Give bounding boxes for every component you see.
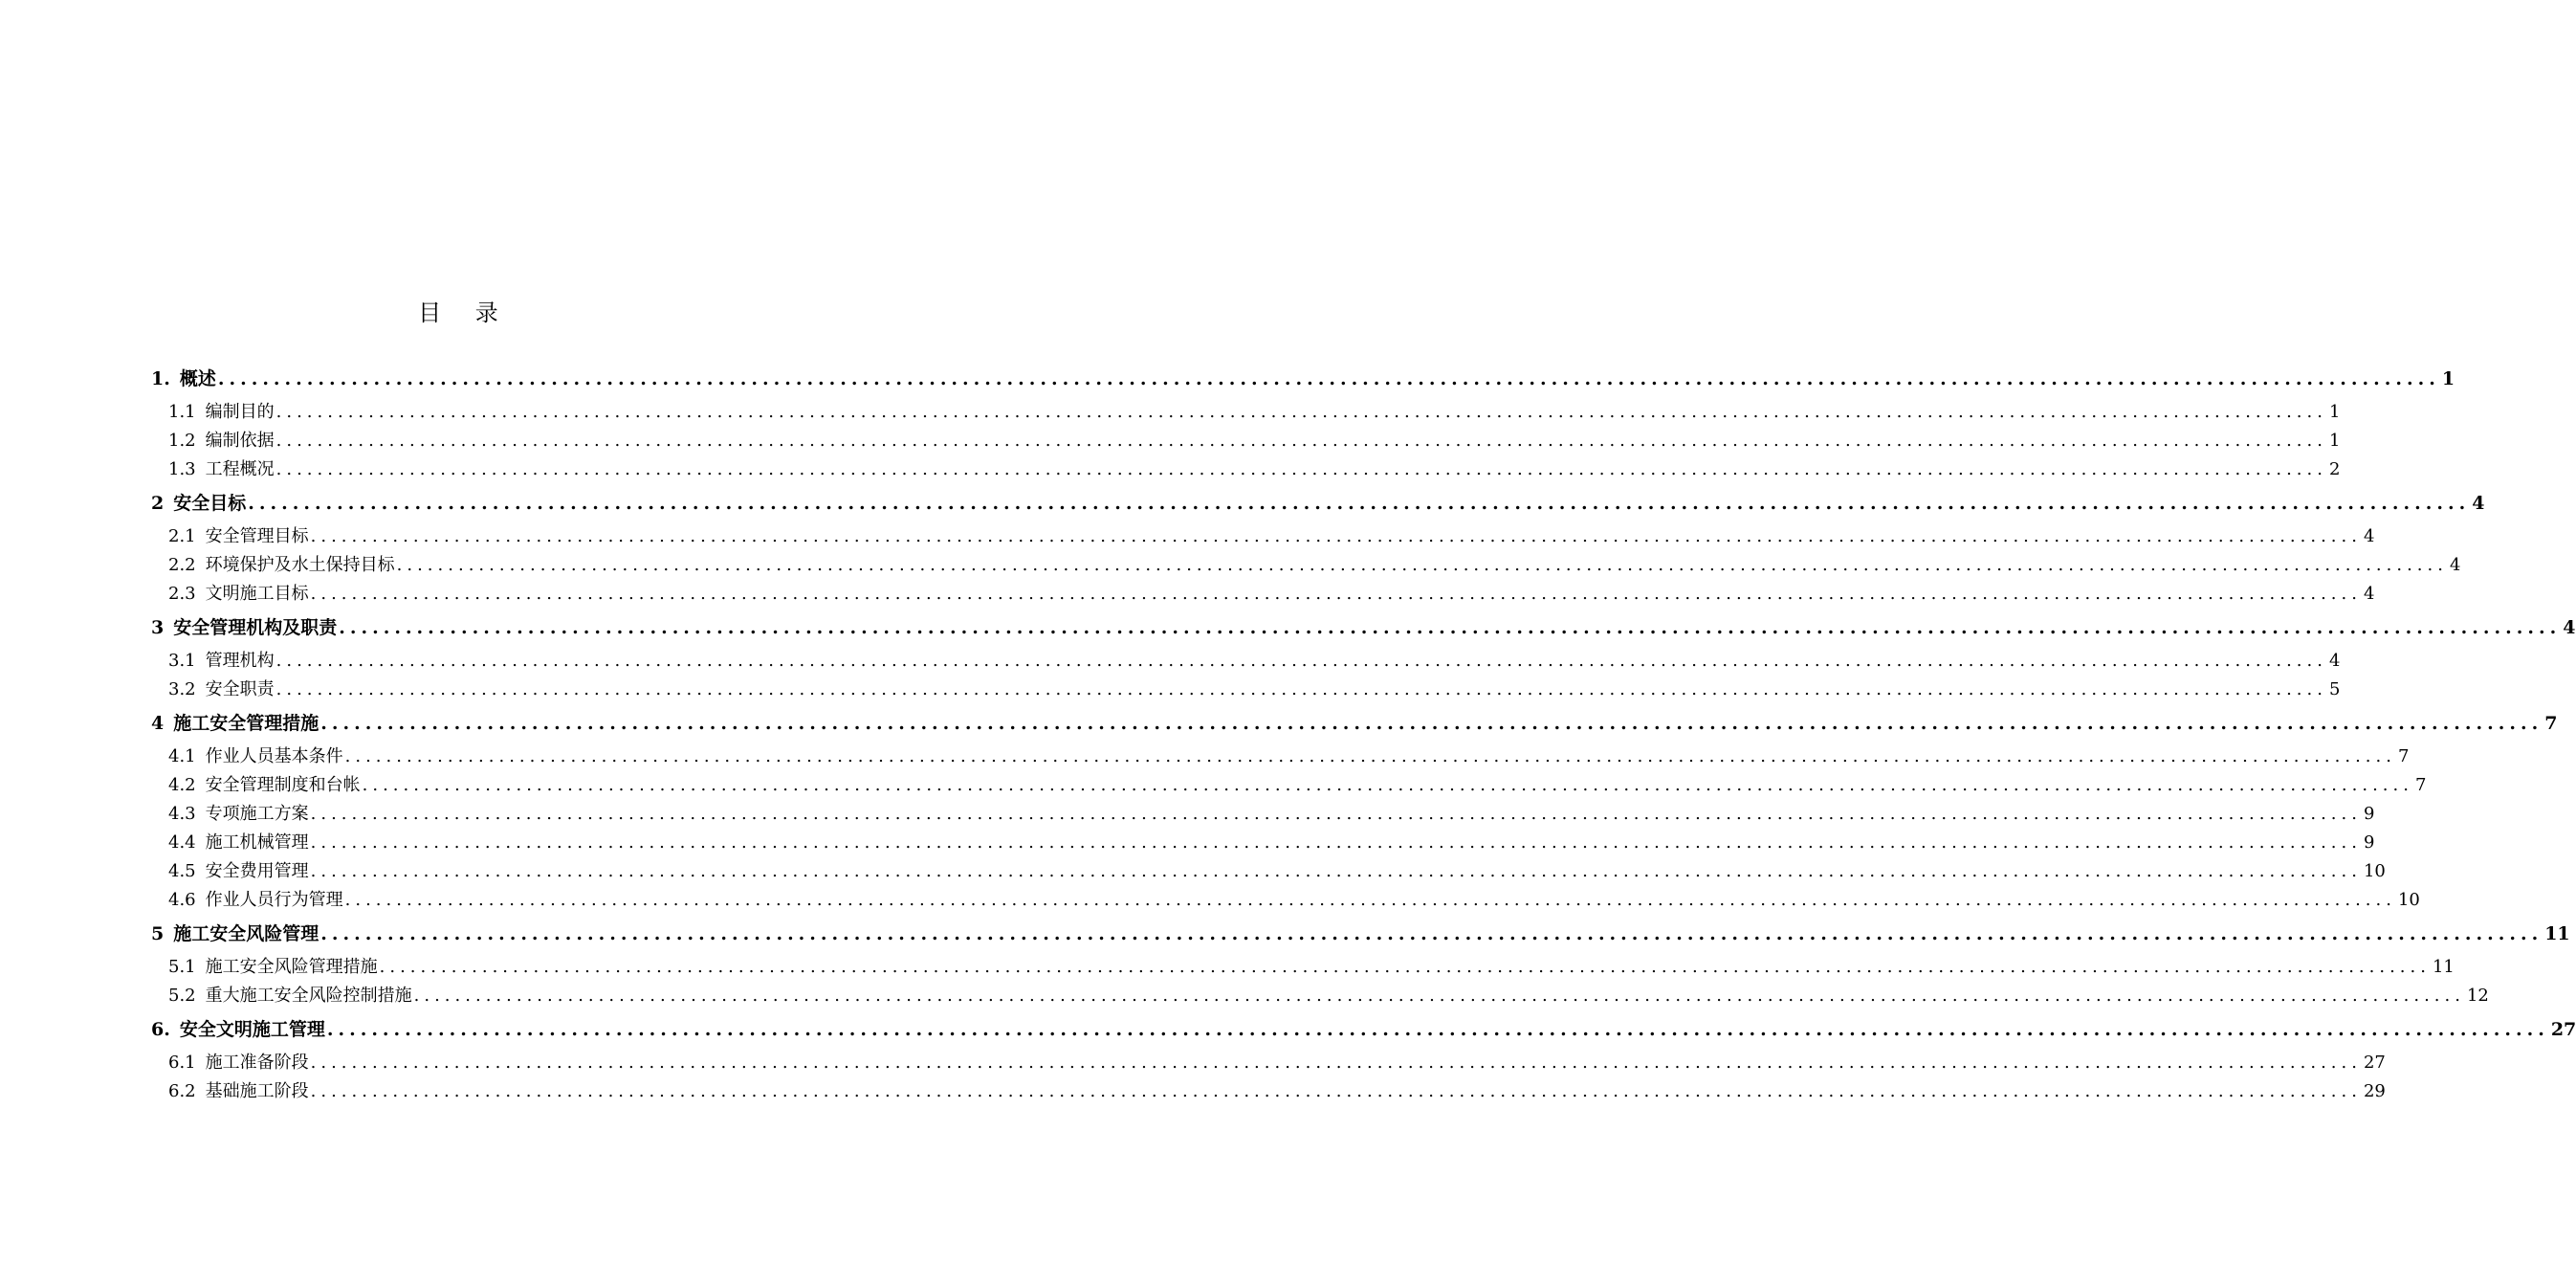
toc-page-number: 7 (2414, 775, 2427, 795)
toc-page-number: 11 (2544, 923, 2570, 944)
toc-entry-number: 4.3 (168, 804, 196, 824)
toc-entry-number: 2.2 (168, 555, 196, 575)
toc-entry-text: 工程概况 (205, 459, 275, 479)
toc-subsection-entry[interactable] (151, 455, 2341, 484)
toc-leader-dots: ........................................................................................................................................................................................................ (310, 861, 2362, 881)
toc-entry-text: 施工安全管理措施 (173, 713, 319, 734)
toc-page-number: 27 (2363, 1053, 2386, 1073)
toc-entry-text: 安全费用管理 (205, 861, 309, 881)
toc-entry-number: 4.1 (168, 746, 196, 766)
toc-page-number: 9 (2363, 804, 2375, 824)
toc-entry-label (168, 953, 378, 982)
toc-entry-number: 4.4 (168, 832, 196, 853)
toc-page-number: 9 (2363, 832, 2375, 853)
toc-entry-text: 施工机械管理 (205, 832, 309, 853)
toc-page-number: 2 (2328, 459, 2341, 479)
toc-page-number: 12 (2466, 986, 2489, 1006)
toc-subsection-entry[interactable] (151, 886, 2420, 915)
toc-subsection-entry[interactable] (151, 551, 2461, 580)
toc-entry-number: 1.3 (168, 459, 196, 479)
toc-leader-dots: ........................................................................................................................................................................................................ (320, 923, 2543, 944)
toc-entry-text: 编制目的 (205, 402, 275, 422)
toc-entry-text: 安全职责 (205, 679, 275, 699)
toc-entry-text: 作业人员行为管理 (205, 890, 343, 910)
toc-entry-label (168, 647, 275, 676)
toc-section-entry[interactable] (151, 360, 2455, 398)
toc-entry-number: 2.1 (168, 526, 196, 546)
toc-entry-text: 概述 (179, 368, 216, 389)
toc-page-number: 7 (2544, 713, 2558, 734)
toc-entry-text: 基础施工阶段 (205, 1081, 309, 1101)
toc-leader-dots: ........................................................................................................................................................................................................ (344, 890, 2396, 910)
toc-page-number: 10 (2397, 890, 2420, 910)
toc-entry-number: 6. (151, 1019, 170, 1040)
toc-entry-text: 重大施工安全风险控制措施 (205, 986, 412, 1006)
toc-subsection-entry[interactable] (151, 953, 2455, 982)
toc-leader-dots: ........................................................................................................................................................................................................ (339, 617, 2562, 638)
toc-page-number: 4 (2472, 493, 2485, 514)
toc-entry-number: 4.5 (168, 861, 196, 881)
toc-section-entry[interactable] (151, 704, 2558, 743)
toc-entry-text: 安全管理目标 (205, 526, 309, 546)
toc-entry-label (168, 427, 275, 455)
toc-subsection-entry[interactable] (151, 829, 2375, 857)
toc-subsection-entry[interactable] (151, 398, 2341, 427)
toc-leader-dots: ........................................................................................................................................................................................................ (413, 986, 2465, 1006)
toc-subsection-entry[interactable] (151, 1049, 2386, 1077)
toc-entry-label (151, 704, 319, 743)
toc-entry-label (168, 580, 309, 609)
toc-entry-number: 3 (151, 617, 165, 638)
toc-subsection-entry[interactable] (151, 743, 2410, 771)
toc-page-number: 27 (2550, 1019, 2576, 1040)
toc-entry-text: 环境保护及水土保持目标 (205, 555, 395, 575)
toc-leader-dots: ........................................................................................................................................................................................................ (396, 555, 2448, 575)
toc-page-number: 10 (2363, 861, 2386, 881)
toc-section-entry[interactable] (151, 484, 2485, 522)
toc-page-number: 29 (2363, 1081, 2386, 1101)
toc-subsection-entry[interactable] (151, 771, 2427, 800)
toc-entry-number: 4.2 (168, 775, 196, 795)
toc-leader-dots: ........................................................................................................................................................................................................ (275, 651, 2327, 671)
toc-subsection-entry[interactable] (151, 676, 2341, 704)
toc-entry-label (168, 771, 361, 800)
toc-entry-number: 5.1 (168, 957, 196, 977)
toc-entry-text: 安全目标 (173, 493, 247, 514)
toc-page-number: 5 (2328, 679, 2341, 699)
toc-entry-label (168, 455, 275, 484)
toc-entry-text: 施工安全风险管理 (173, 923, 319, 944)
toc-subsection-entry[interactable] (151, 800, 2375, 829)
toc-page-number: 7 (2397, 746, 2410, 766)
toc-entry-label (151, 1010, 325, 1049)
toc-entry-label (168, 676, 275, 704)
toc-leader-dots: ........................................................................................................................................................................................................ (379, 957, 2431, 977)
toc-entry-label (151, 360, 216, 398)
toc-leader-dots: ........................................................................................................................................................................................................ (275, 679, 2327, 699)
toc-entry-number: 1.2 (168, 431, 196, 451)
toc-entry-label (168, 522, 309, 551)
toc-entry-number: 2.3 (168, 584, 196, 604)
toc-entry-label (168, 743, 343, 771)
toc-leader-dots: ........................................................................................................................................................................................................ (248, 493, 2471, 514)
toc-entry-number: 6.1 (168, 1053, 196, 1073)
toc-leader-dots: ........................................................................................................................................................................................................ (320, 713, 2543, 734)
toc-page-number: 4 (2363, 584, 2375, 604)
toc-entry-text: 安全文明施工管理 (179, 1019, 325, 1040)
toc-leader-dots: ........................................................................................................................................................................................................ (310, 584, 2362, 604)
toc-section-entry[interactable] (151, 915, 2570, 953)
toc-entry-label (168, 857, 309, 886)
toc-entry-number: 4 (151, 713, 165, 734)
toc-entry-label (168, 829, 309, 857)
toc-entry-text: 安全管理机构及职责 (173, 617, 338, 638)
toc-leader-dots: ........................................................................................................................................................................................................ (344, 746, 2396, 766)
toc-entry-number: 1.1 (168, 402, 196, 422)
toc-entry-number: 6.2 (168, 1081, 196, 1101)
toc-page-number: 1 (2441, 368, 2455, 389)
toc-subsection-entry[interactable] (151, 522, 2375, 551)
toc-section-entry[interactable] (151, 1010, 2576, 1049)
toc-leader-dots: ........................................................................................................................................................................................................ (326, 1019, 2549, 1040)
toc-subsection-entry[interactable] (151, 857, 2386, 886)
toc-entry-label (168, 551, 395, 580)
table-of-contents (151, 360, 2576, 1106)
toc-entry-text: 安全管理制度和台帐 (205, 775, 361, 795)
toc-entry-text: 施工准备阶段 (205, 1053, 309, 1073)
toc-entry-label (151, 609, 337, 647)
toc-leader-dots: ........................................................................................................................................................................................................ (310, 1081, 2362, 1101)
toc-leader-dots: ........................................................................................................................................................................................................ (275, 402, 2327, 422)
toc-page-number: 4 (2328, 651, 2341, 671)
toc-entry-number: 5.2 (168, 986, 196, 1006)
toc-leader-dots: ........................................................................................................................................................................................................ (362, 775, 2413, 795)
toc-entry-text: 文明施工目标 (205, 584, 309, 604)
toc-subsection-entry[interactable] (151, 647, 2341, 676)
toc-entry-text: 管理机构 (205, 651, 275, 671)
toc-entry-label (168, 1049, 309, 1077)
toc-leader-dots: ........................................................................................................................................................................................................ (310, 526, 2362, 546)
toc-page-number: 1 (2328, 431, 2341, 451)
toc-leader-dots: ........................................................................................................................................................................................................ (275, 459, 2327, 479)
toc-page-number: 4 (2449, 555, 2461, 575)
toc-entry-label (168, 1077, 309, 1106)
toc-entry-label (168, 800, 309, 829)
toc-leader-dots: ........................................................................................................................................................................................................ (217, 368, 2440, 389)
toc-subsection-entry[interactable] (151, 427, 2341, 455)
toc-entry-number: 2 (151, 493, 165, 514)
toc-entry-label (168, 886, 343, 915)
toc-entry-label (168, 982, 412, 1010)
toc-page-number: 4 (2363, 526, 2375, 546)
toc-entry-text: 编制依据 (205, 431, 275, 451)
toc-entry-text: 施工安全风险管理措施 (205, 957, 378, 977)
toc-entry-number: 5 (151, 923, 165, 944)
toc-section-entry[interactable] (151, 609, 2576, 647)
page-title: 目 录 (418, 299, 512, 326)
toc-entry-number: 3.1 (168, 651, 196, 671)
toc-entry-number: 4.6 (168, 890, 196, 910)
toc-page-number: 11 (2432, 957, 2455, 977)
toc-entry-number: 1. (151, 368, 170, 389)
toc-subsection-entry[interactable] (151, 580, 2375, 609)
toc-entry-label (151, 915, 319, 953)
toc-leader-dots: ........................................................................................................................................................................................................ (275, 431, 2327, 451)
toc-entry-label (151, 484, 246, 522)
toc-page-number: 4 (2563, 617, 2576, 638)
toc-entry-text: 专项施工方案 (205, 804, 309, 824)
toc-subsection-entry[interactable] (151, 1077, 2386, 1106)
toc-page-number: 1 (2328, 402, 2341, 422)
toc-entry-label (168, 398, 275, 427)
toc-subsection-entry[interactable] (151, 982, 2489, 1010)
toc-entry-number: 3.2 (168, 679, 196, 699)
toc-leader-dots: ........................................................................................................................................................................................................ (310, 1053, 2362, 1073)
toc-leader-dots: ........................................................................................................................................................................................................ (310, 832, 2362, 853)
toc-entry-text: 作业人员基本条件 (205, 746, 343, 766)
toc-leader-dots: ........................................................................................................................................................................................................ (310, 804, 2362, 824)
